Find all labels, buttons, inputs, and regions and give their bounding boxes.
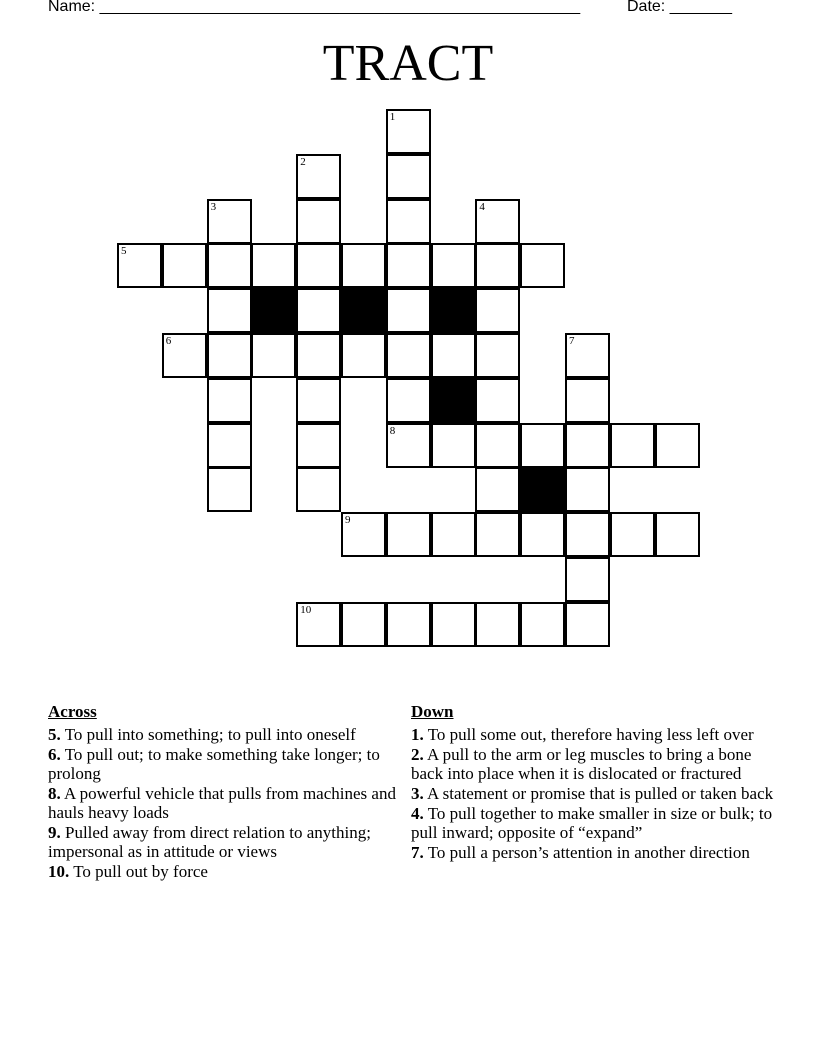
clue-item bbox=[48, 862, 398, 881]
grid-cell[interactable] bbox=[565, 333, 610, 378]
clue-item-number: 1. bbox=[411, 725, 424, 744]
grid-cell[interactable] bbox=[386, 333, 431, 378]
grid-cell[interactable] bbox=[341, 243, 386, 288]
grid-cell[interactable] bbox=[475, 378, 520, 423]
grid-cell[interactable] bbox=[655, 423, 700, 468]
grid-cell[interactable] bbox=[207, 467, 252, 512]
grid-cell[interactable] bbox=[475, 199, 520, 244]
clue-item-text: A pull to the arm or leg muscles to bring a bone back into place when it is dislocated or fractured bbox=[411, 745, 752, 783]
clue-item bbox=[48, 725, 398, 744]
grid-cell[interactable] bbox=[207, 199, 252, 244]
grid-cell[interactable] bbox=[475, 423, 520, 468]
grid-cell[interactable] bbox=[386, 154, 431, 199]
grid-cell[interactable] bbox=[431, 333, 476, 378]
clue-item-number: 5. bbox=[48, 725, 61, 744]
grid-cell[interactable] bbox=[207, 423, 252, 468]
grid-cell[interactable] bbox=[296, 288, 341, 333]
grid-cell[interactable] bbox=[162, 243, 207, 288]
grid-cell[interactable] bbox=[655, 512, 700, 557]
clue-number: 5 bbox=[121, 245, 127, 258]
grid-cell[interactable] bbox=[386, 423, 431, 468]
grid-cell[interactable] bbox=[341, 512, 386, 557]
clue-number: 10 bbox=[300, 603, 312, 616]
clue-number: 8 bbox=[389, 424, 396, 437]
grid-cell[interactable] bbox=[520, 243, 565, 288]
clue-item-text: Pulled away from direct relation to anything; impersonal as in attitude or views bbox=[48, 823, 371, 861]
clue-item-text: To pull out; to make something take longer; to prolong bbox=[48, 745, 380, 783]
across-clues bbox=[48, 702, 398, 882]
grid-cell[interactable] bbox=[296, 467, 341, 512]
grid-cell[interactable] bbox=[520, 512, 565, 557]
across-heading: Across bbox=[48, 702, 97, 721]
clue-number: 4 bbox=[479, 200, 485, 213]
grid-cell[interactable] bbox=[610, 512, 655, 557]
grid-cell[interactable] bbox=[565, 423, 610, 468]
grid-cell[interactable] bbox=[386, 199, 431, 244]
clue-item bbox=[48, 784, 398, 822]
clue-item-text: To pull out by force bbox=[69, 862, 208, 881]
grid-cell[interactable] bbox=[251, 243, 296, 288]
grid-cell[interactable] bbox=[117, 243, 162, 288]
grid-cell[interactable] bbox=[296, 199, 341, 244]
grid-block-cell bbox=[431, 288, 476, 333]
grid-cell[interactable] bbox=[431, 512, 476, 557]
clue-number: 2 bbox=[300, 155, 306, 168]
grid-cell[interactable] bbox=[296, 154, 341, 199]
grid-cell[interactable] bbox=[386, 288, 431, 333]
clue-item-number: 3. bbox=[411, 784, 424, 803]
puzzle-title: TRACT bbox=[322, 35, 494, 92]
clue-item bbox=[48, 745, 398, 783]
clue-item-number: 9. bbox=[48, 823, 61, 842]
clue-number: 1 bbox=[389, 111, 396, 123]
grid-cell[interactable] bbox=[386, 512, 431, 557]
clue-item-text: To pull a person’s attention in another direction bbox=[423, 843, 750, 862]
grid-cell[interactable] bbox=[296, 423, 341, 468]
across-clue-list bbox=[48, 725, 398, 881]
grid-cell[interactable] bbox=[475, 333, 520, 378]
clue-number: 6 bbox=[165, 335, 172, 347]
down-heading: Down bbox=[411, 702, 454, 721]
name-field-label: Name: ______________________________________________________ bbox=[48, 0, 581, 15]
grid-cell[interactable] bbox=[475, 467, 520, 512]
clue-item bbox=[411, 843, 781, 862]
grid-cell[interactable] bbox=[341, 602, 386, 647]
grid-block-cell bbox=[431, 378, 476, 423]
clue-item-number: 4. bbox=[411, 804, 424, 823]
clue-item-number: 2. bbox=[411, 745, 424, 764]
grid-cell[interactable] bbox=[520, 423, 565, 468]
down-clue-list bbox=[411, 725, 781, 862]
grid-cell[interactable] bbox=[386, 243, 431, 288]
grid-cell[interactable] bbox=[431, 602, 476, 647]
clue-item-text: A statement or promise that is pulled or taken back bbox=[423, 784, 774, 803]
clue-number: 9 bbox=[345, 514, 351, 527]
clue-item-text: To pull into something; to pull into oneself bbox=[60, 725, 356, 744]
clue-item-number: 6. bbox=[48, 745, 61, 764]
grid-cell[interactable] bbox=[431, 423, 476, 468]
grid-cell[interactable] bbox=[475, 602, 520, 647]
grid-cell[interactable] bbox=[386, 109, 431, 154]
grid-cell[interactable] bbox=[207, 243, 252, 288]
grid-cell[interactable] bbox=[296, 602, 341, 647]
grid-cell[interactable] bbox=[296, 333, 341, 378]
grid-cell[interactable] bbox=[565, 602, 610, 647]
grid-block-cell bbox=[251, 288, 296, 333]
grid-cell[interactable] bbox=[251, 333, 296, 378]
grid-cell[interactable] bbox=[610, 423, 655, 468]
date-field-label: Date: _______ bbox=[627, 0, 732, 15]
grid-block-cell bbox=[341, 288, 386, 333]
grid-cell[interactable] bbox=[386, 378, 431, 423]
grid-cell[interactable] bbox=[341, 333, 386, 378]
clue-item-number: 7. bbox=[411, 843, 424, 862]
grid-cell[interactable] bbox=[207, 288, 252, 333]
grid-block-cell bbox=[520, 467, 565, 512]
clue-item bbox=[411, 745, 781, 783]
grid-cell[interactable] bbox=[565, 378, 610, 423]
clue-item-number: 10. bbox=[48, 862, 70, 881]
clue-item bbox=[48, 823, 398, 861]
grid-cell[interactable] bbox=[207, 378, 252, 423]
clue-number: 3 bbox=[210, 200, 217, 213]
clue-item-text: To pull together to make smaller in size or bulk; to pull inward; opposite of “expand” bbox=[411, 804, 773, 842]
grid-cell[interactable] bbox=[565, 467, 610, 512]
grid-cell[interactable] bbox=[162, 333, 207, 378]
clue-item-text: To pull some out, therefore having less left over bbox=[423, 725, 754, 744]
grid-cell[interactable] bbox=[207, 333, 252, 378]
clue-item-text: A powerful vehicle that pulls from machines and hauls heavy loads bbox=[48, 784, 396, 822]
clue-item-number: 8. bbox=[48, 784, 61, 803]
clue-item bbox=[411, 725, 781, 744]
grid-cell[interactable] bbox=[565, 557, 610, 602]
clue-item bbox=[411, 804, 781, 842]
clue-item bbox=[411, 784, 781, 803]
grid-cell[interactable] bbox=[386, 602, 431, 647]
grid-cell[interactable] bbox=[475, 288, 520, 333]
grid-cell[interactable] bbox=[296, 243, 341, 288]
grid-cell[interactable] bbox=[475, 243, 520, 288]
clue-number: 7 bbox=[569, 335, 575, 347]
grid-cell[interactable] bbox=[520, 602, 565, 647]
grid-cell[interactable] bbox=[431, 243, 476, 288]
grid-cell[interactable] bbox=[475, 512, 520, 557]
grid-cell[interactable] bbox=[565, 512, 610, 557]
grid-cell[interactable] bbox=[296, 378, 341, 423]
down-clues bbox=[411, 702, 781, 863]
